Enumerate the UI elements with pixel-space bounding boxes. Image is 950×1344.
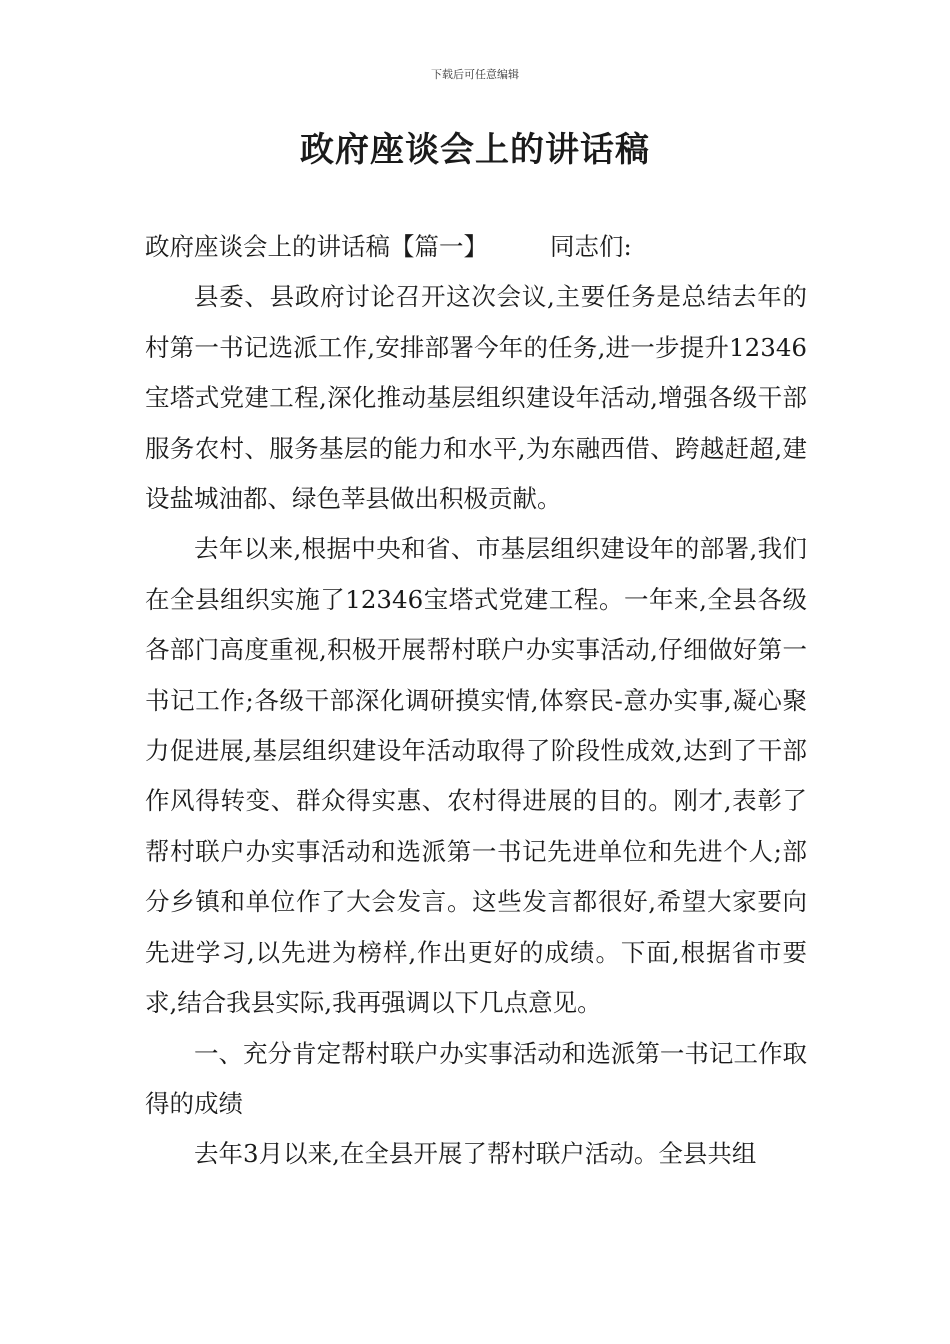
paragraph: 去年以来,根据中央和省、市基层组织建设年的部署,我们在全县组织实施了12346宝塔式党建工程。一年来,全县各级各部门高度重视,积极开展帮村联户办实事活动,仔细做好第一书记工作;各级干部深化调研摸实情,体察民-意办实事,凝心聚力促进展,基层组织建设年活动取得了阶段性成效,达到了干部作风得转变、群众得实惠、农村得进展的目的。刚才,表彰了帮村联户办实事活动和选派第一书记先进单位和先进个人;部分乡镇和单位作了大会发言。这些发言都很好,希望大家要向先进学习,以先进为榜样,作出更好的成绩。下面,根据省市要求,结合我县实际,我再强调以下几点意见。 bbox=[145, 534, 807, 1018]
section-heading-paragraph: 一、充分肯定帮村联户办实事活动和选派第一书记工作取得的成绩 bbox=[145, 1038, 807, 1118]
intro-line bbox=[145, 222, 807, 272]
document-body bbox=[145, 222, 807, 1180]
paragraph: 去年3月以来,在全县开展了帮村联户活动。全县共组 bbox=[194, 1139, 757, 1169]
section-heading: 政府座谈会上的讲话稿【篇一】 bbox=[145, 232, 488, 261]
salutation: 同志们: bbox=[550, 232, 632, 261]
paragraph: 县委、县政府讨论召开这次会议,主要任务是总结去年的村第一书记选派工作,安排部署今年的任务,进一步提升12346宝塔式党建工程,深化推动基层组织建设年活动,增强各级干部服务农村、服务基层的能力和水平,为东融西借、跨越赶超,建设盐城油都、绿色莘县做出积极贡献。 bbox=[145, 282, 807, 514]
header-note: 下载后可任意编辑 bbox=[431, 68, 519, 81]
document-title: 政府座谈会上的讲话稿 bbox=[300, 130, 650, 170]
